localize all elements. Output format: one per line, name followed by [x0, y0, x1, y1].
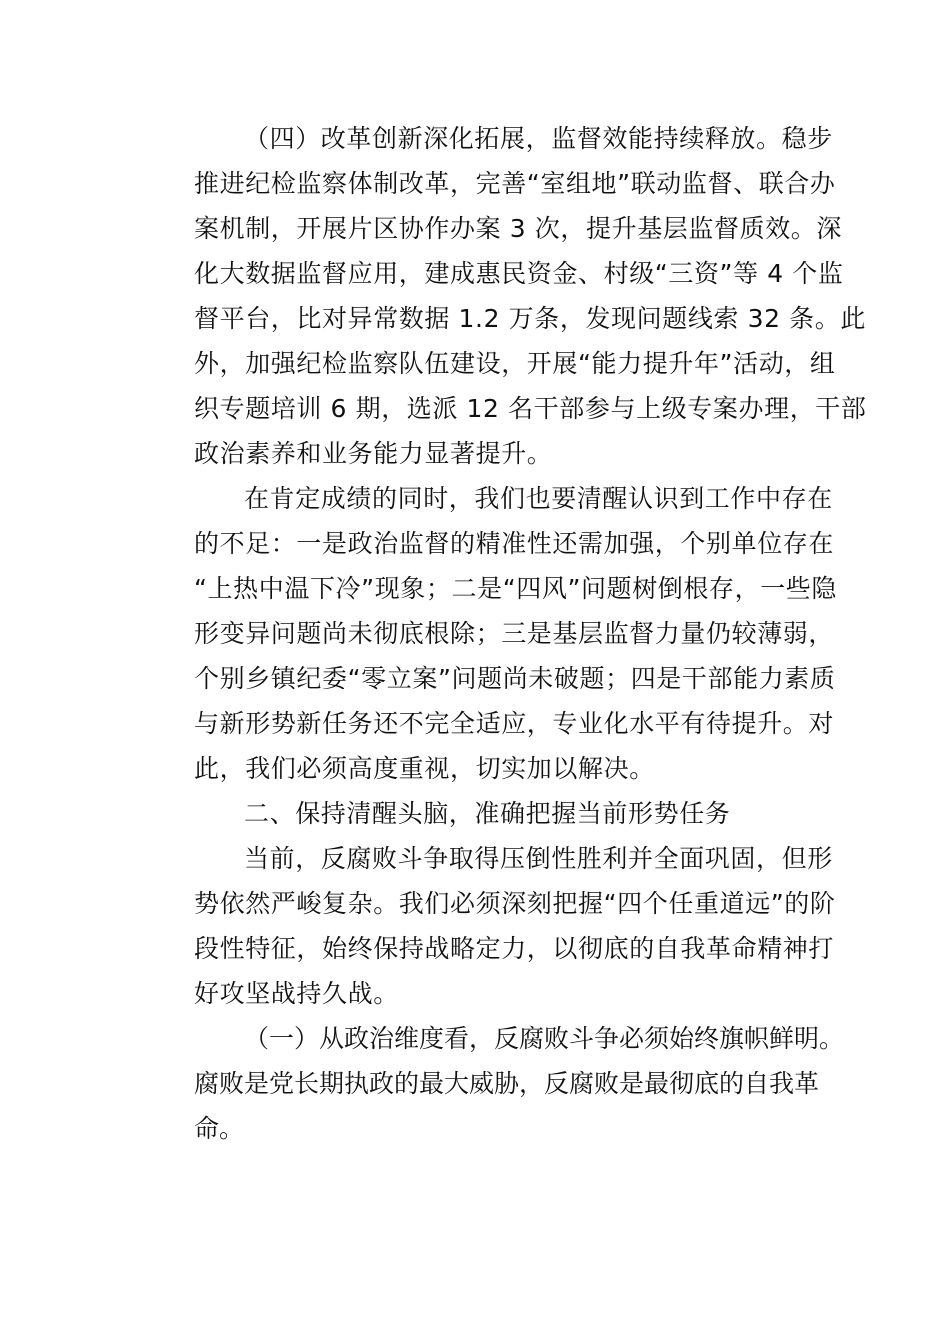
text-line: 在肯定成绩的同时，我们也要清醒认识到工作中存在: [244, 484, 833, 513]
text-line: 形变异问题尚未彻底根除；三是基层监督力量仍较薄弱，: [194, 619, 835, 648]
text-line: 的不足：一是政治监督的精准性还需加强，个别单位存在: [194, 529, 835, 558]
text-line: 外，加强纪检监察队伍建设，开展“能力提升年”活动，组: [194, 349, 836, 378]
text-line: 与新形势新任务还不完全适应，专业化水平有待提升。对: [194, 709, 835, 738]
text-line: 腐败是党长期执政的最大威胁，反腐败是最彻底的自我革: [194, 1069, 820, 1098]
paragraph-current-situation: [144, 836, 836, 1016]
text-line: “上热中温下冷”现象；二是“四风”问题树倒根存，一些隐: [194, 574, 838, 603]
heading-text: 二、保持清醒头脑，准确把握当前形势任务: [244, 799, 731, 828]
paragraph-political-dimension: [144, 1016, 845, 1151]
text-line: 此，我们必须高度重视，切实加以解决。: [194, 754, 655, 783]
text-line: 命。: [194, 1114, 245, 1143]
text-line: 案机制，开展片区协作办案 3 次，提升基层监督质效。深: [194, 214, 843, 243]
text-line: （四）改革创新深化拓展，监督效能持续释放。稳步: [244, 124, 833, 153]
text-line: 势依然严峻复杂。我们必须深刻把握“四个任重道远”的阶: [194, 889, 836, 918]
text-line: 督平台，比对异常数据 1.2 万条，发现问题线索 32 条。此: [194, 304, 866, 333]
text-line: （一）从政治维度看，反腐败斗争必须始终旗帜鲜明。: [244, 1024, 845, 1053]
text-line: 好攻坚战持久战。: [194, 979, 399, 1008]
document-body: [144, 116, 867, 1151]
text-line: 个别乡镇纪委“零立案”问题尚未破题；四是干部能力素质: [194, 664, 836, 693]
text-line: 织专题培训 6 期，选派 12 名干部参与上级专案办理，干部: [194, 394, 867, 423]
paragraph-reform-innovation: [144, 116, 867, 476]
text-line: 化大数据监督应用，建成惠民资金、村级“三资”等 4 个监: [194, 259, 844, 288]
text-line: 推进纪检监察体制改革，完善“室组地”联动监督、联合办: [194, 169, 836, 198]
paragraph-shortcomings: [144, 476, 838, 791]
text-line: 段性特征，始终保持战略定力，以彻底的自我革命精神打: [194, 934, 835, 963]
text-line: 当前，反腐败斗争取得压倒性胜利并全面巩固，但形: [244, 844, 833, 873]
section-heading: [144, 791, 812, 836]
text-line: 政治素养和业务能力显著提升。: [194, 439, 553, 468]
